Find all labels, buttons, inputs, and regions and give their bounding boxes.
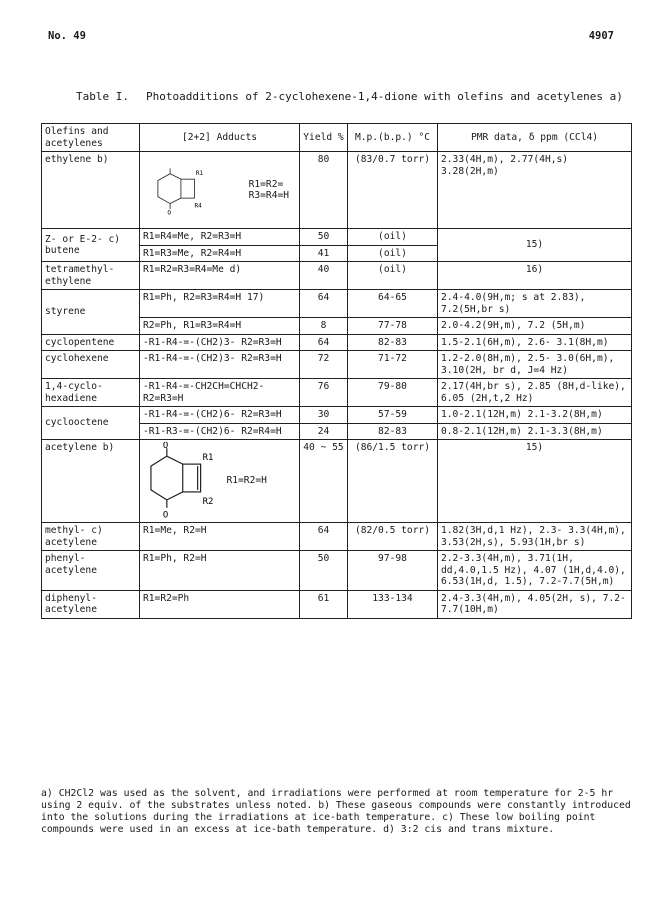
- col-header: [2+2] Adducts: [140, 124, 300, 152]
- pmr-cell: 2.0-4.2(9H,m), 7.2 (5H,m): [438, 318, 632, 335]
- olefin-cell: cyclopentene: [42, 334, 140, 351]
- mp-cell: 97-98: [348, 551, 438, 591]
- pmr-cell: 1.82(3H,d,1 Hz), 2.3- 3.3(4H,m), 3.53(2H,s), 5.93(1H,br s): [438, 523, 632, 551]
- oxygen-label: O: [162, 510, 169, 520]
- table-row: [42, 290, 632, 318]
- yield-cell: 64: [300, 290, 348, 318]
- olefin-cell: tetramethyl- ethylene: [42, 262, 140, 290]
- cyclobutane-adduct-structure: [143, 154, 245, 226]
- adduct-cell: -R1-R3-=-(CH2)6- R2=R4=H: [140, 423, 300, 440]
- yield-cell: 41: [300, 245, 348, 262]
- yield-cell: 40: [300, 262, 348, 290]
- col-header: Olefins and acetylenes: [42, 124, 140, 152]
- olefin-cell: styrene: [42, 290, 140, 335]
- adduct-label: R1=R2= R3=R4=H: [248, 178, 290, 201]
- r2-label: R2: [202, 496, 214, 507]
- adduct-label: R1=R2=H: [226, 475, 267, 487]
- mp-cell: (oil): [348, 245, 438, 262]
- col-header: PMR data, δ ppm (CCl4): [438, 124, 632, 152]
- mp-cell: (oil): [348, 229, 438, 246]
- pmr-cell: 1.0-2.1(12H,m) 2.1-3.2(8H,m): [438, 407, 632, 424]
- mp-cell: (83/0.7 torr): [348, 152, 438, 229]
- table-row: [42, 379, 632, 407]
- pmr-cell: 15): [438, 440, 632, 523]
- table-row: [42, 590, 632, 618]
- r1-label: R1: [202, 453, 214, 464]
- adduct-cell: R1=R2=R3=R4=Me d): [140, 262, 300, 290]
- pmr-cell: 2.4-4.0(9H,m; s at 2.83), 7.2(5H,br s): [438, 290, 632, 318]
- olefin-cell: acetylene b): [42, 440, 140, 523]
- olefin-cell: 1,4-cyclo- hexadiene: [42, 379, 140, 407]
- caption-text: Photoadditions of 2-cyclohexene-1,4-dione with olefins and acetylenes a): [146, 90, 623, 103]
- table-header-row: [42, 124, 632, 152]
- col-header: M.p.(b.p.) °C: [348, 124, 438, 152]
- mp-cell: 64-65: [348, 290, 438, 318]
- mp-cell: (82/0.5 torr): [348, 523, 438, 551]
- mp-cell: 82-83: [348, 334, 438, 351]
- olefin-cell: phenyl- acetylene: [42, 551, 140, 591]
- caption-label: Table I.: [76, 90, 129, 103]
- yield-cell: 61: [300, 590, 348, 618]
- mp-cell: 77-78: [348, 318, 438, 335]
- yield-cell: 64: [300, 334, 348, 351]
- table-row: [42, 262, 632, 290]
- page-number: 4907: [588, 30, 614, 42]
- data-table: [41, 123, 632, 619]
- mp-cell: 57-59: [348, 407, 438, 424]
- table-row: [42, 152, 632, 229]
- r1-label: R1: [195, 170, 204, 178]
- pmr-cell: 16): [438, 262, 632, 290]
- adduct-cell: -R1-R4-=-CH2CH=CHCH2- R2=R3=H: [140, 379, 300, 407]
- pmr-cell: 2.33(4H,m), 2.77(4H,s) 3.28(2H,m): [438, 152, 632, 229]
- adduct-cell: -R1-R4-=-(CH2)3- R2=R3=H: [140, 334, 300, 351]
- olefin-cell: ethylene b): [42, 152, 140, 229]
- mp-cell: (86/1.5 torr): [348, 440, 438, 523]
- yield-cell: 50: [300, 551, 348, 591]
- pmr-cell: 1.2-2.0(8H,m), 2.5- 3.0(6H,m), 3.10(2H, br d, J=4 Hz): [438, 351, 632, 379]
- table-row: [42, 523, 632, 551]
- mp-cell: (oil): [348, 262, 438, 290]
- pmr-cell: 1.5-2.1(6H,m), 2.6- 3.1(8H,m): [438, 334, 632, 351]
- table-row: [42, 440, 632, 523]
- footnote: a) CH2Cl2 was used as the solvent, and irradiations were performed at room temperature for 2-5 hr using 2 equiv. of the substrates unless noted. b) These gaseous compounds were constantly introduced into the solutions during the irradiations at ice-bath temperature. c) These low boiling point compounds were used in an excess at ice-bath temperature. d) 3:2 cis and trans mixture.: [41, 788, 631, 835]
- adduct-cell: R1=R4=Me, R2=R3=H: [140, 229, 300, 246]
- yield-cell: 30: [300, 407, 348, 424]
- table-row: [42, 334, 632, 351]
- adduct-cell: R1=R2=Ph: [140, 590, 300, 618]
- col-header: Yield %: [300, 124, 348, 152]
- adduct-cell: [140, 440, 300, 523]
- adduct-cell: R1=Me, R2=H: [140, 523, 300, 551]
- adduct-cell: R1=Ph, R2=R3=R4=H 17): [140, 290, 300, 318]
- pmr-cell: 2.2-3.3(4H,m), 3.71(1H, dd,4.0,1.5 Hz), 4.07 (1H,d,4.0), 6.53(1H,d, 1.5), 7.2-7.7(5H,m): [438, 551, 632, 591]
- adduct-cell: R2=Ph, R1=R3=R4=H: [140, 318, 300, 335]
- yield-cell: 40 ~ 55: [300, 440, 348, 523]
- mp-cell: 71-72: [348, 351, 438, 379]
- yield-cell: 24: [300, 423, 348, 440]
- r4-label: R4: [194, 202, 202, 210]
- mp-cell: 79-80: [348, 379, 438, 407]
- oxygen-label: O: [162, 442, 169, 452]
- yield-cell: 8: [300, 318, 348, 335]
- mp-cell: 82-83: [348, 423, 438, 440]
- yield-cell: 80: [300, 152, 348, 229]
- adduct-cell: R1=R3=Me, R2=R4=H: [140, 245, 300, 262]
- table-row: [42, 229, 632, 246]
- oxygen-label: O: [167, 209, 172, 217]
- pmr-cell: 15): [438, 229, 632, 262]
- mp-cell: 133-134: [348, 590, 438, 618]
- adduct-cell: [140, 152, 300, 229]
- table-row: [42, 407, 632, 424]
- yield-cell: 72: [300, 351, 348, 379]
- pmr-cell: 2.17(4H,br s), 2.85 (8H,d-like), 6.05 (2H,t,2 Hz): [438, 379, 632, 407]
- olefin-cell: Z- or E-2- c) butene: [42, 229, 140, 262]
- olefin-cell: diphenyl- acetylene: [42, 590, 140, 618]
- olefin-cell: cyclooctene: [42, 407, 140, 440]
- pmr-cell: 2.4-3.3(4H,m), 4.05(2H, s), 7.2-7.7(10H,m): [438, 590, 632, 618]
- olefin-cell: cyclohexene: [42, 351, 140, 379]
- journal-number: No. 49: [48, 30, 86, 42]
- yield-cell: 76: [300, 379, 348, 407]
- cyclobutene-adduct-structure: [143, 442, 222, 520]
- olefin-cell: methyl- c) acetylene: [42, 523, 140, 551]
- yield-cell: 64: [300, 523, 348, 551]
- adduct-cell: R1=Ph, R2=H: [140, 551, 300, 591]
- table-row: [42, 351, 632, 379]
- yield-cell: 50: [300, 229, 348, 246]
- table-row: [42, 551, 632, 591]
- pmr-cell: 0.8-2.1(12H,m) 2.1-3.3(8H,m): [438, 423, 632, 440]
- table-caption: [76, 89, 636, 104]
- adduct-cell: -R1-R4-=-(CH2)6- R2=R3=H: [140, 407, 300, 424]
- adduct-cell: -R1-R4-=-(CH2)3- R2=R3=H: [140, 351, 300, 379]
